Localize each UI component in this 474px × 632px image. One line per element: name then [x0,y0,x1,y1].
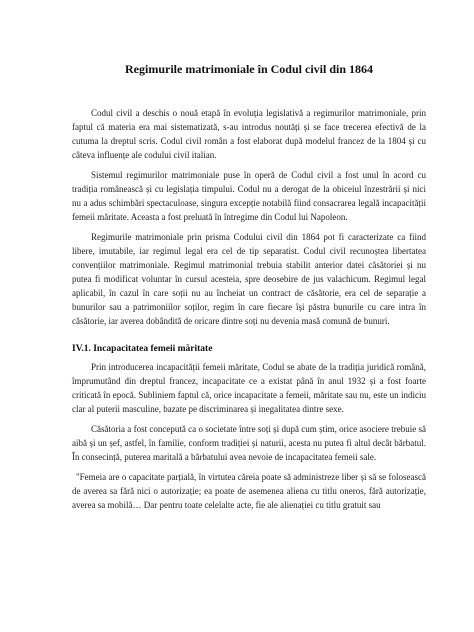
paragraph-intro: Codul civil a deschis o nouă etapă în evoluția legislativă a regimurilor matrimoniale, prin faptul că materia era mai sistematizată, s-au introdus noutăți și se face trecerea efectivă de la cutuma la dreptul scris. Codul civil român a fost elaborat după modelul francez de la 1804 și cu câteva influențe ale codului civil italian. [72,108,426,160]
paragraph-marriage-society: Căsătoria a fost concepută ca o societate între soți și după cum știm, orice asociere trebuie să aibă și un șef, astfel, în familie, conform tradiției și naturii, acesta nu putea fi altul decât bărbatul. În consecință, puterea maritală a bărbatului avea nevoie de incapacitatea femeii sale. [72,424,426,462]
paragraph-system: Sistemul regimurilor matrimoniale puse în operă de Codul civil a fost unul în acord cu tradiția românească și cu legislația timpului. Codul nu a derogat de la obiceiul înzestrării și nici nu a adus schimbări spectaculoase, singura excepție notabilă fiind consacrarea legală incapacității femeii măritate. Aceasta a fost preluată în întregime din Codul lui Napoleon. [72,170,426,222]
paragraph-incapacity: Prin introducerea incapacității femeii măritate, Codul se abate de la tradiția juridică română, împrumutând din dreptul francez, incapacitate ce a existat până în anul 1932 și a fost foarte criticată în epocă. Subliniem faptul că, orice incapacitate a femeii, măritate sau nu, este un indiciu clar al puterii masculine, bazate pe discriminarea și inegalitatea dintre sexe. [72,362,426,414]
document-title: Regimurile matrimoniale în Codul civil din 1864 [125,62,373,76]
section-heading: IV.1. Incapacitatea femeii măritate [72,344,213,354]
paragraph-characteristics: Regimurile matrimoniale prin prisma Codului civil din 1864 pot fi caracterizate ca fiind libere, imutabile, iar regimul legal era cel de tip separatist. Codul civil recunoștea libertatea convențiilor matrimoniale. Regimul matrimonial trebuia stabilit anterior datei căsătoriei și nu putea fi modificat voluntar în cursul acesteia, spre deosebire de jus valachicum. Regimul legal aplicabil, în cazul în care soții nu au încheiat un contract de căsătorie, era cel de separație a bunurilor sau a patrimoniilor soților, regim în care fiecare își păstra bunurile cu care intra în căsătorie, iar averea dobândită de oricare dintre soți nu devenia masă comună de bunuri. [72,232,426,326]
paragraph-quote: "Femeia are o capacitate parțială, în virtutea căreia poate să administreze liber și să se folosească de averea sa fără nici o autorizație; ea poate de asemenea aliena cu titlu oneros, fără autorizație, averea sa mobilă… Dar pentru toate celelalte acte, fie ale alienației cu titlu gratuit sau [72,472,426,510]
